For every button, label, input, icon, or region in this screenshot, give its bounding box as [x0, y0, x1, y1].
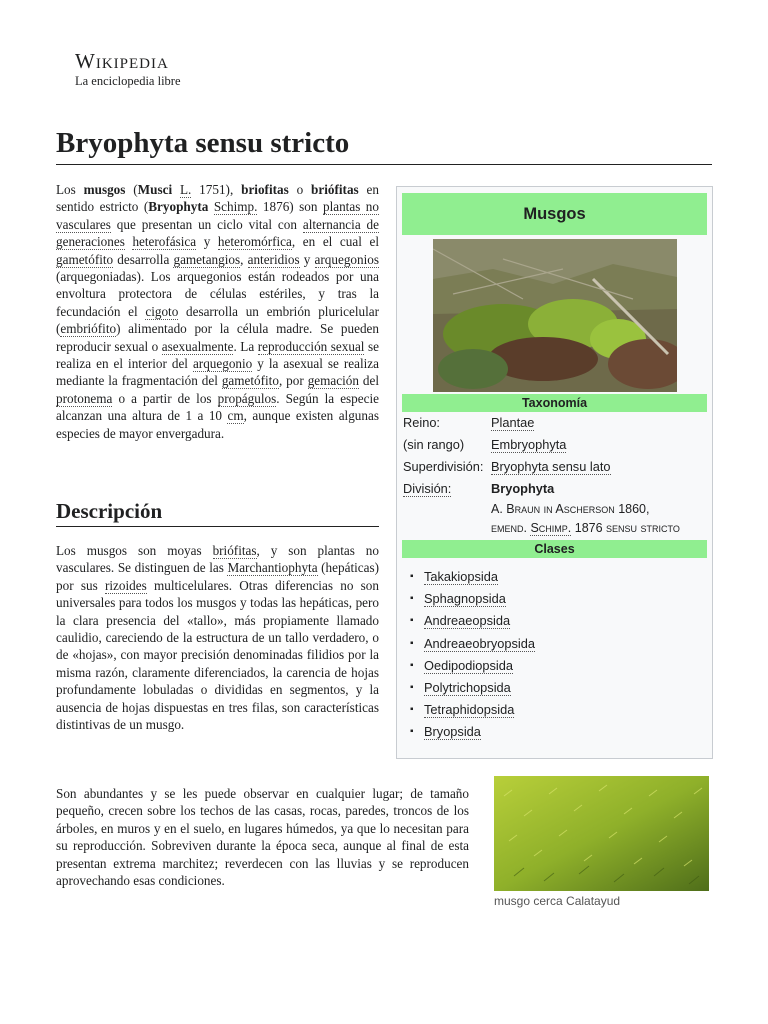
- intro-paragraph: Los musgos (Musci L. 1751), briofitas o briófitas en sentido estricto (Bryophyta Schimp. 1876) son plantas no vasculares que presentan un ciclo vital con alternancia de generaciones heterofásica y heteromórfica, en el cual el gametófito desarrolla gametangios, anteridios y arquegonios (arquegoniadas). Los arquegonios están rodeados por una envoltura protectora de células estériles, y tras la fecundación el cigoto desarrolla un embrión pluricelular (embriófito) alimentado por la célula madre. Se pueden reproducir sexual o asexualmente. La reproducción sexual se realiza en el interior del arquegonio y la asexual se realiza mediante la fragmentación del gametófito, por gemación del protonema o a partir de los propágulos. Según la especie alcanzan una altura de 1 a 10 cm, aunque existen algunas especies de mayor envergadura.: [56, 182, 380, 441]
- moss-closeup-photo[interactable]: [494, 776, 709, 891]
- link-alternancia[interactable]: alternancia de generaciones: [56, 216, 379, 250]
- link-bryopsida[interactable]: Bryopsida: [424, 724, 481, 740]
- link-gemacion[interactable]: gemación: [307, 373, 359, 389]
- authority-line-1: A. Braun in Ascherson 1860,: [491, 502, 650, 516]
- link-plantae[interactable]: Plantae: [491, 415, 535, 430]
- authority-line-2: emend. Schimp. 1876 sensu stricto: [491, 521, 680, 535]
- wikipedia-logo[interactable]: [75, 50, 181, 89]
- moss-figure: [494, 776, 709, 909]
- term-bryophyta: Bryophyta: [148, 199, 209, 215]
- taxobox: [396, 186, 713, 759]
- class-item: [402, 699, 707, 721]
- class-item: [402, 588, 707, 610]
- taxon-row-reino: Reino: Plantae: [403, 415, 535, 430]
- taxonomy-header: Taxonomía: [402, 394, 707, 412]
- taxobox-title: Musgos: [402, 193, 707, 235]
- class-item: [402, 566, 707, 588]
- link-heterofasica[interactable]: heterofásica: [132, 234, 197, 250]
- link-briofitas[interactable]: briófitas: [212, 543, 257, 558]
- link-cm[interactable]: cm: [227, 408, 244, 424]
- description-paragraph-2: Son abundantes y se les puede observar en cualquier lugar; de tamaño pequeño, crecen sobre los techos de las casas, rocas, paredes, troncos de los árboles, en muros y en el suelo, en lugares húmedos, ya que lo necesitan para su reproducción. Sobreviven durante la época seca, aunque al final de esta presentan extrema marchitez; reverdecen con las lluvias y se reproducen aprovechando esas condiciones.: [56, 786, 469, 889]
- link-andreaeopsida[interactable]: Andreaeopsida: [424, 613, 511, 629]
- term-briofitas: briofitas: [241, 182, 289, 197]
- division-value: Bryophyta: [491, 481, 555, 496]
- link-arquegonios[interactable]: arquegonios: [314, 251, 380, 267]
- link-heteromorfica[interactable]: heteromórfica: [217, 234, 292, 250]
- link-anteridios[interactable]: anteridios: [247, 251, 300, 267]
- term-briofitas-accent: briófitas: [311, 182, 359, 197]
- term-musgos: musgos: [83, 182, 126, 197]
- class-item: [402, 633, 707, 655]
- link-andreaeobryopsida[interactable]: Andreaeobryopsida: [424, 635, 535, 651]
- brand-name: Wikipedia: [75, 49, 169, 73]
- link-schimp[interactable]: Schimp.: [213, 199, 258, 215]
- link-gametofito-2[interactable]: gametófito: [221, 373, 279, 389]
- link-gametangios[interactable]: gametangios: [173, 251, 241, 267]
- link-embriofito[interactable]: embriófito: [60, 321, 117, 337]
- link-arquegonio[interactable]: arquegonio: [192, 356, 253, 372]
- term-musci: Musci: [137, 182, 173, 197]
- class-item: [402, 721, 707, 743]
- section-heading-descripcion: Descripción: [56, 498, 379, 527]
- figure-caption: musgo cerca Calatayud: [494, 894, 621, 908]
- link-plantas-no-vasculares[interactable]: plantas no vasculares: [56, 199, 379, 232]
- taxon-row-division: [402, 478, 707, 538]
- link-polytrichopsida[interactable]: Polytrichopsida: [424, 680, 511, 696]
- taxon-row-superdivision: Superdivisión: Bryophyta sensu lato: [403, 459, 611, 474]
- link-marchantiophyta[interactable]: Marchantiophyta: [227, 560, 318, 576]
- moss-photo[interactable]: [433, 239, 677, 392]
- classes-list: [402, 566, 707, 744]
- link-rizoides[interactable]: rizoides: [104, 577, 147, 593]
- class-item: [402, 677, 707, 699]
- link-sphagnopsida[interactable]: Sphagnopsida: [424, 591, 506, 607]
- link-linnaeus[interactable]: L.: [179, 182, 192, 197]
- link-propagulos[interactable]: propágulos: [217, 390, 277, 406]
- link-takakiopsida[interactable]: Takakiopsida: [424, 569, 498, 584]
- brand-tagline: La enciclopedia libre: [75, 74, 181, 88]
- taxon-row-sin-rango: (sin rango) Embryophyta: [403, 437, 567, 452]
- classes-header: Clases: [402, 540, 707, 558]
- link-embryophyta[interactable]: Embryophyta: [491, 437, 567, 452]
- link-protonema[interactable]: protonema: [56, 390, 113, 406]
- link-asexualmente[interactable]: asexualmente: [161, 338, 234, 354]
- link-bryophyta-sensu-lato[interactable]: Bryophyta sensu lato: [491, 459, 611, 474]
- link-cigoto[interactable]: cigoto: [145, 303, 179, 319]
- page-title: Bryophyta sensu stricto: [56, 124, 712, 165]
- class-item: [402, 655, 707, 677]
- link-oedipodiopsida[interactable]: Oedipodiopsida: [424, 657, 513, 673]
- link-schimp-authority[interactable]: Schimp.: [530, 521, 572, 535]
- link-tetraphidopsida[interactable]: Tetraphidopsida: [424, 702, 515, 718]
- link-gametofito[interactable]: gametófito: [56, 251, 114, 267]
- link-division[interactable]: División:: [403, 481, 452, 496]
- link-reproduccion-sexual[interactable]: reproducción sexual: [257, 338, 365, 354]
- description-paragraph-1: Los musgos son moyas briófitas, y son plantas no vasculares. Se distinguen de las Marchantiophyta (hepáticas) por sus rizoides multicelulares. Otras diferencias no son universales para todos los musgos y todas las hepáticas, pero la clara presencia del «tallo», más propiamente llamado caulidio, careciendo de la estructura de un tallo verdadero, o de «hojas», con mayor precisión denominadas filidios por la misma razón, claramente diferenciados, la carencia de hojas profundamente lobuladas o divididas en segmentos, y la ausencia de hojas dispuestas en tres filas, son características distintivas de un musgo.: [56, 543, 380, 733]
- class-item: [402, 610, 707, 632]
